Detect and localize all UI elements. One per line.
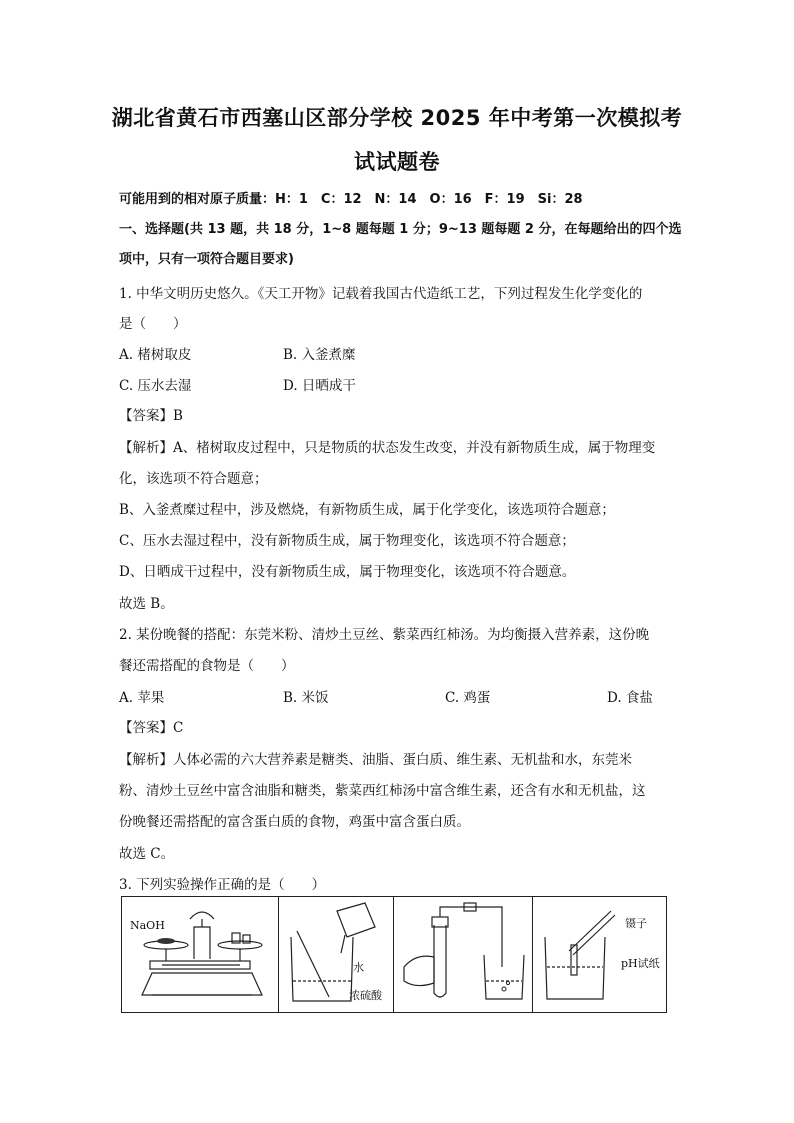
figure-c-airtightness [394, 897, 533, 1012]
section1-heading-line1: 一、选择题(共 13 题，共 18 分，1~8 题每题 1 分；9~13 题每题 2 分，在每题给出的四个选 [119, 222, 682, 237]
q1-option-c: C. 压水去湿 [119, 378, 192, 394]
q1-analysis-line1: 【解析】A、楮树取皮过程中，只是物质的状态发生改变，并没有新物质生成，属于物理变 [119, 440, 656, 456]
q1-option-b: B. 入釜煮糜 [283, 347, 356, 363]
q2-option-c: C. 鸡蛋 [445, 690, 491, 706]
label-water: 水 [353, 961, 364, 974]
q1-analysis-line4: C、压水去湿过程中，没有新物质生成，属于物理变化，该选项不符合题意； [119, 533, 575, 549]
q3-figure-panel [121, 896, 667, 1013]
exam-title-line2: 试试题卷 [354, 150, 440, 174]
q1-option-d: D. 日晒成干 [283, 378, 356, 394]
q1-analysis-line3: B、入釜煮糜过程中，涉及燃烧，有新物质生成，属于化学变化，该选项符合题意； [119, 502, 615, 518]
q1-conclusion: 故选 B。 [119, 596, 174, 612]
q2-answer: 【答案】C [119, 720, 184, 736]
q1-answer: 【答案】B [119, 408, 183, 424]
q2-option-a: A. 苹果 [119, 690, 165, 706]
figure-a-balance [122, 897, 279, 1012]
q1-option-a: A. 楮树取皮 [119, 347, 192, 363]
label-naoh: NaOH [130, 919, 165, 932]
label-conc-acid: 浓硫酸 [349, 989, 382, 1002]
q3-stem: 3. 下列实验操作正确的是（ ） [119, 877, 326, 893]
q1-analysis-line5: D、日晒成干过程中，没有新物质生成，属于物理变化，该选项不符合题意。 [119, 564, 576, 580]
q2-analysis-line2: 粉、清炒土豆丝中富含油脂和糖类，紫菜西红柿汤中富含维生素，还含有水和无机盐，这 [119, 783, 646, 799]
figure-d-ph-test [533, 897, 669, 1012]
airtightness-illustration [394, 897, 532, 1012]
q2-stem-line1: 2. 某份晚餐的搭配：东莞米粉、清炒土豆丝、紫菜西红柿汤。为均衡摄入营养素，这份晚 [119, 627, 650, 643]
section1-heading-line2: 项中，只有一项符合题目要求) [119, 252, 294, 267]
atomic-mass-note: 可能用到的相对原子质量：H：1 C：12 N：14 O：16 F：19 Si：28 [119, 192, 583, 207]
balance-illustration [122, 897, 278, 1012]
q2-analysis-line1: 【解析】人体必需的六大营养素是糖类、油脂、蛋白质、维生素、无机盐和水，东莞米 [119, 752, 632, 768]
q1-stem-line2: 是（ ） [119, 316, 187, 332]
label-tweezers: 镊子 [625, 917, 647, 930]
exam-title-line1: 湖北省黄石市西塞山区部分学校 2025 年中考第一次模拟考 [111, 106, 683, 130]
q1-stem-line1: 1. 中华文明历史悠久。《天工开物》记载着我国古代造纸工艺，下列过程发生化学变化的 [119, 286, 643, 302]
q2-option-d: D. 食盐 [607, 690, 653, 706]
q2-option-b: B. 米饭 [283, 690, 329, 706]
figure-b-dilution [279, 897, 394, 1012]
q1-analysis-line2: 化，该选项不符合题意； [119, 471, 268, 487]
q2-conclusion: 故选 C。 [119, 846, 175, 862]
q2-analysis-line3: 份晚餐还需搭配的富含蛋白质的食物，鸡蛋中富含蛋白质。 [119, 814, 470, 830]
label-ph-paper: pH试纸 [621, 957, 660, 970]
q2-stem-line2: 餐还需搭配的食物是（ ） [119, 658, 295, 674]
